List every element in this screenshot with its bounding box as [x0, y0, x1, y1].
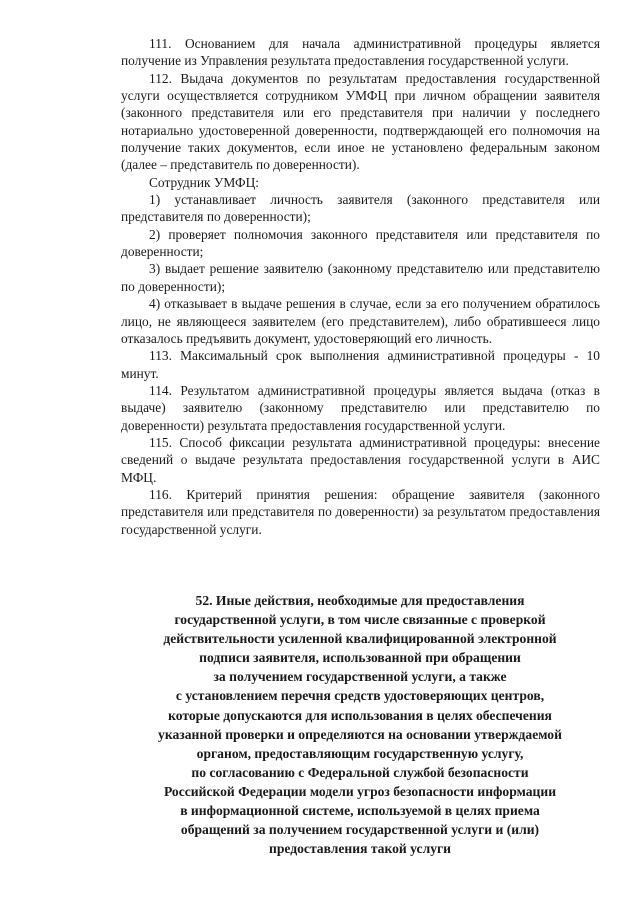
paragraph-115: 115. Способ фиксации результата административной процедуры: внесение сведений о выдаче результата предоставления государственной услуги в АИС МФЦ.	[121, 434, 600, 485]
paragraph-111: 111. Основанием для начала административной процедуры является получение из Управления результата предоставления государственной услуги.	[121, 36, 600, 69]
paragraph-item-3: 3) выдает решение заявителю (законному представителю или представителю по доверенности);	[121, 261, 600, 294]
heading-line: за получением государственной услуги, а также	[213, 669, 507, 685]
paragraph-item-1: 1) устанавливает личность заявителя (законного представителя или представителя по доверенности);	[121, 192, 600, 225]
heading-line: государственной услуги, в том числе связанные с проверкой	[174, 612, 546, 628]
heading-line: обращений за получением государственной услуги и (или)	[180, 822, 540, 838]
heading-line: подписи заявителя, использованной при обращении	[199, 650, 521, 666]
paragraph-116: 116. Критерий принятия решения: обращение заявителя (законного представителя или представителя по доверенности) за результатом предоставления государственной услуги.	[121, 486, 600, 537]
section-heading	[100, 591, 620, 858]
paragraph-114: 114. Результатом административной процедуры является выдача (отказ в выдаче) заявителю (законному представителю или представителю по доверенности) результата предоставления государственной услуги.	[121, 382, 600, 433]
heading-line: органом, предоставляющим государственную услугу,	[196, 745, 524, 761]
paragraph-staff-intro: Сотрудник УМФЦ:	[149, 174, 260, 190]
heading-line: с установлением перечня средств удостоверяющих центров,	[175, 688, 545, 704]
paragraph-item-2: 2) проверяет полномочия законного представителя или представителя по доверенности;	[121, 226, 600, 260]
heading-line: по согласованию с Федеральной службой безопасности	[191, 764, 529, 780]
heading-line: 52. Иные действия, необходимые для предоставления	[195, 593, 525, 608]
paragraph-item-4: 4) отказывает в выдаче решения в случае, если за его получением обратилось лицо, не являющееся заявителем (его представителем), либо обратившееся лицо отказалось предъявить документ, удостоверяющий его личность.	[121, 296, 600, 346]
heading-line: Российской Федерации модели угроз безопасности информации	[163, 783, 557, 799]
heading-line: указанной проверки и определяются на основании утверждаемой	[158, 726, 562, 742]
body-text	[121, 35, 600, 538]
heading-line: которые допускаются для использования в целях обеспечения	[168, 707, 552, 723]
heading-line: действительности усиленной квалифицированной электронной	[163, 631, 557, 647]
heading-line: в информационной системе, используемой в целях приема	[180, 803, 540, 819]
paragraph-112: 112. Выдача документов по результатам предоставления государственной услуги осуществляется сотрудником УМФЦ при личном обращении заявителя (законного представителя или его представителя при наличии у последнего нотариально удостоверенной доверенности, подтверждающей его полномочия на получение таких документов, если иное не установлено федеральным законом (далее – представитель по доверенности).	[121, 70, 600, 173]
heading-line: предоставления такой услуги	[269, 841, 451, 857]
paragraph-113: 113. Максимальный срок выполнения административной процедуры - 10 минут.	[121, 348, 600, 381]
